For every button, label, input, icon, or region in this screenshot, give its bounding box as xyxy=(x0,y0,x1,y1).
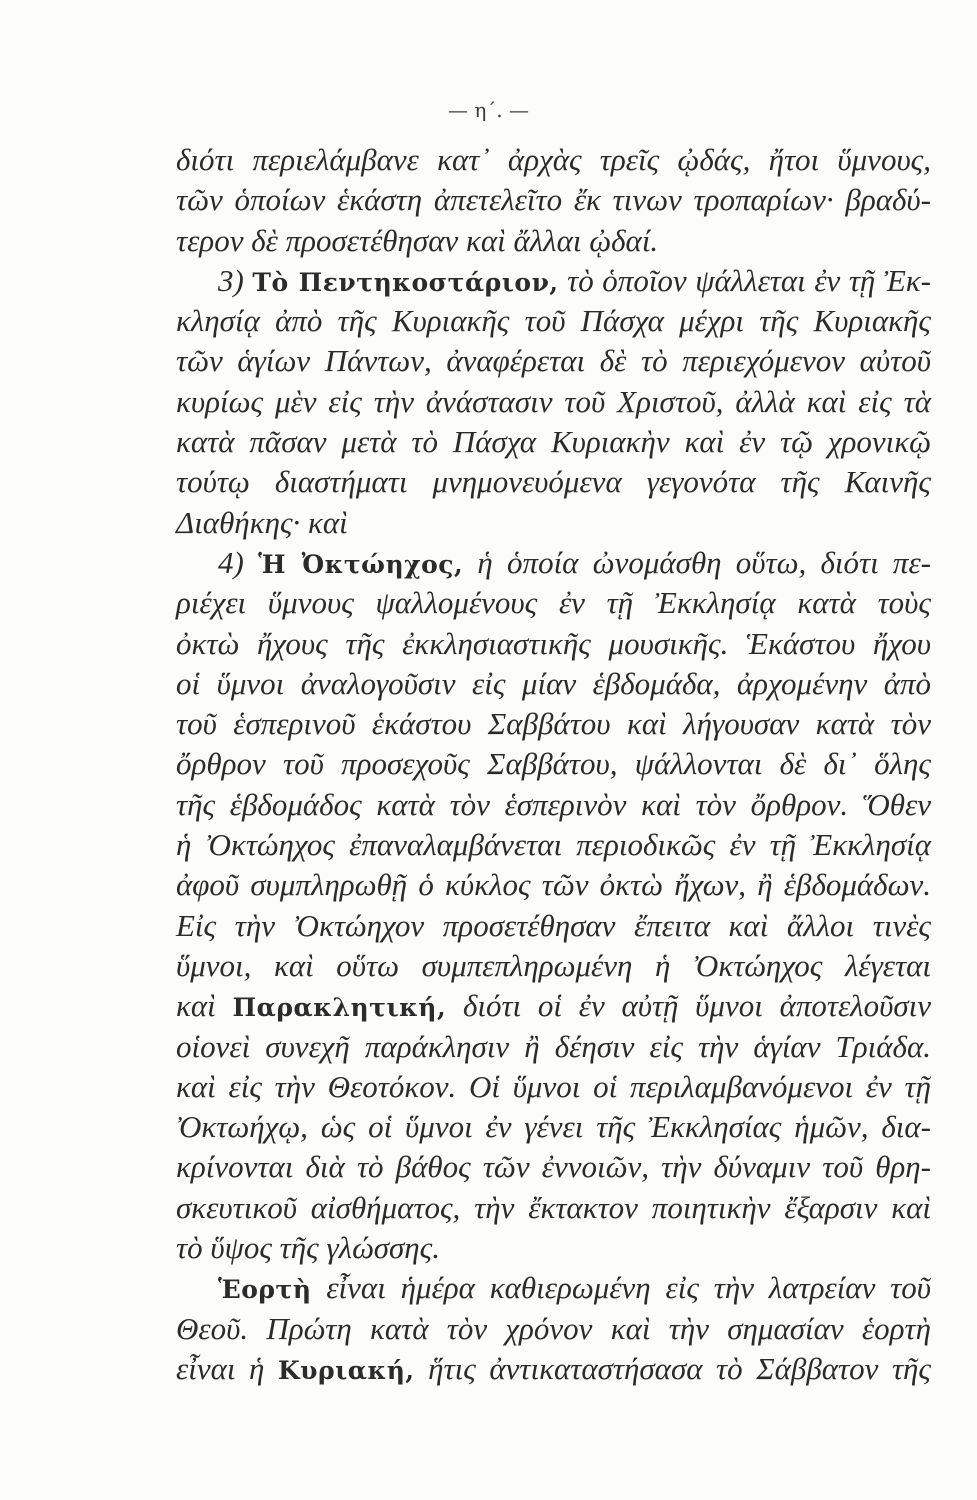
text-line xyxy=(176,543,931,583)
term-heorte: Ἑορτὴ xyxy=(218,1275,312,1305)
text-line: τερον δὲ προσετέθησαν καὶ ἄλλαι ᾠδαί. xyxy=(176,222,659,258)
text-line: ὀκτὼ ἤχους τῆς ἐκκλησιαστικῆς μουσικῆς. Ἑκάστου ἤχου xyxy=(176,625,931,661)
line-text: καὶ xyxy=(176,988,233,1024)
text-line: τὸ ὕψος τῆς γλώσσης. xyxy=(176,1230,441,1266)
text-line: ὕμνοι, καὶ οὕτω συμπεπληρωμένη ἡ Ὀκτώηχος λέγεται xyxy=(176,947,931,983)
line-text: εἶναι ἡ xyxy=(176,1350,278,1386)
text-line: Ὀκτωήχῳ, ὡς οἱ ὕμνοι ἐν γένει τῆς Ἐκκλησίας ἡμῶν, δια- xyxy=(176,1109,931,1145)
text-line: καὶ εἰς τὴν Θεοτόκον. Οἱ ὕμνοι οἱ περιλαμβανόμενοι ἐν τῇ xyxy=(176,1068,931,1104)
text-line: κατὰ πᾶσαν μετὰ τὸ Πάσχα Κυριακὴν καὶ ἐν τῷ χρονικῷ xyxy=(176,424,931,460)
text-line: Εἰς τὴν Ὀκτώηχον προσετέθησαν ἔπειτα καὶ ἄλλοι τινὲς xyxy=(176,907,931,943)
text-line: οἱονεὶ συνεχῆ παράκλησιν ἢ δέησιν εἰς τὴν ἁγίαν Τριάδα. xyxy=(176,1028,931,1064)
text-line: σκευτικοῦ αἰσθήματος, τὴν ἔκτακτον ποιητικὴν ἔξαρσιν καὶ xyxy=(176,1189,931,1225)
text-line xyxy=(176,1268,931,1308)
text-line: ἡ Ὀκτώηχος ἐπαναλαμβάνεται περιοδικῶς ἐν τῇ Ἐκκλησίᾳ xyxy=(176,827,931,863)
text-line: ἀφοῦ συμπληρωθῇ ὁ κύκλος τῶν ὀκτὼ ἤχων, ἢ ἑβδομάδων. xyxy=(176,867,931,903)
term-kyriake: Κυριακή, xyxy=(277,1355,415,1385)
text-line: οἱ ὕμνοι ἀναλογοῦσιν εἰς μίαν ἑβδομάδα, ἀρχομένην ἀπὸ xyxy=(176,665,931,701)
text-line: Διαθήκης· καὶ xyxy=(176,504,348,540)
text-line: τούτῳ διαστήματι μνημονευόμενα γεγονότα τῆς Καινῆς xyxy=(176,464,931,500)
text-line: τῶν ἁγίων Πάντων, ἀναφέρεται δὲ τὸ περιεχόμενον αὐτοῦ xyxy=(176,343,931,379)
line-text: διότι οἱ ἐν αὐτῇ ὕμνοι ἀποτελοῦσιν xyxy=(446,988,931,1024)
book-title-oktoechos: Ἡ Ὀκτώηχος, xyxy=(258,549,464,579)
text-line xyxy=(176,986,931,1026)
text-line: τῆς ἑβδομάδος κατὰ τὸν ἑσπερινὸν καὶ τὸν ὄρθρον. Ὅθεν xyxy=(176,786,931,822)
text-line: κρίνονται διὰ τὸ βάθος τῶν ἐννοιῶν, τὴν δύναμιν τοῦ θρη- xyxy=(176,1149,931,1185)
line-text: ἥτις ἀντικαταστήσασα τὸ Σάββατον τῆς xyxy=(414,1350,931,1386)
text-line: κυρίως μὲν εἰς τὴν ἀνάστασιν τοῦ Χριστοῦ, ἀλλὰ καὶ εἰς τὰ xyxy=(176,383,931,419)
book-title-parakletike: Παρακλητική, xyxy=(232,993,447,1023)
book-title-pentekostarion: Τὸ Πεντηκοστάριον, xyxy=(252,267,559,297)
text-line: ριέχει ὕμνους ψαλλομένους ἐν τῇ Ἐκκλησίᾳ κατὰ τοὺς xyxy=(176,585,931,621)
line-text: εἶναι ἡμέρα καθιερωμένη εἰς τὴν λατρείαν τοῦ xyxy=(311,1270,931,1306)
text-line: διότι περιελάμβανε κατ᾽ ἀρχὰς τρεῖς ᾠδάς, ἤτοι ὕμνους, xyxy=(176,142,931,177)
text-line: τοῦ ἑσπερινοῦ ἑκάστου Σαββάτου καὶ λήγουσαν κατὰ τὸν xyxy=(176,706,931,742)
text-line: ὄρθρον τοῦ προσεχοῦς Σαββάτου, ψάλλονται δὲ δι᾽ ὅλης xyxy=(176,746,931,782)
list-marker: 4) xyxy=(218,544,259,580)
text-line: κλησίᾳ ἀπὸ τῆς Κυριακῆς τοῦ Πάσχα μέχρι τῆς Κυριακῆς xyxy=(176,303,931,339)
line-text: τὸ ὁποῖον ψάλλεται ἐν τῇ Ἐκ- xyxy=(558,262,931,298)
text-line xyxy=(176,1349,931,1389)
page-number: — η΄. — xyxy=(447,98,530,122)
body-text xyxy=(176,140,931,1389)
list-marker: 3) xyxy=(218,262,253,298)
text-line xyxy=(176,261,931,301)
text-line: Θεοῦ. Πρώτη κατὰ τὸν χρόνον καὶ τὴν σημασίαν ἑορτὴ xyxy=(176,1310,931,1346)
line-text: ἡ ὁποία ὠνομάσθη οὕτω, διότι πε- xyxy=(463,544,932,580)
text-line: τῶν ὁποίων ἑκάστη ἀπετελεῖτο ἔκ τινων τροπαρίων· βραδύ- xyxy=(176,182,931,218)
